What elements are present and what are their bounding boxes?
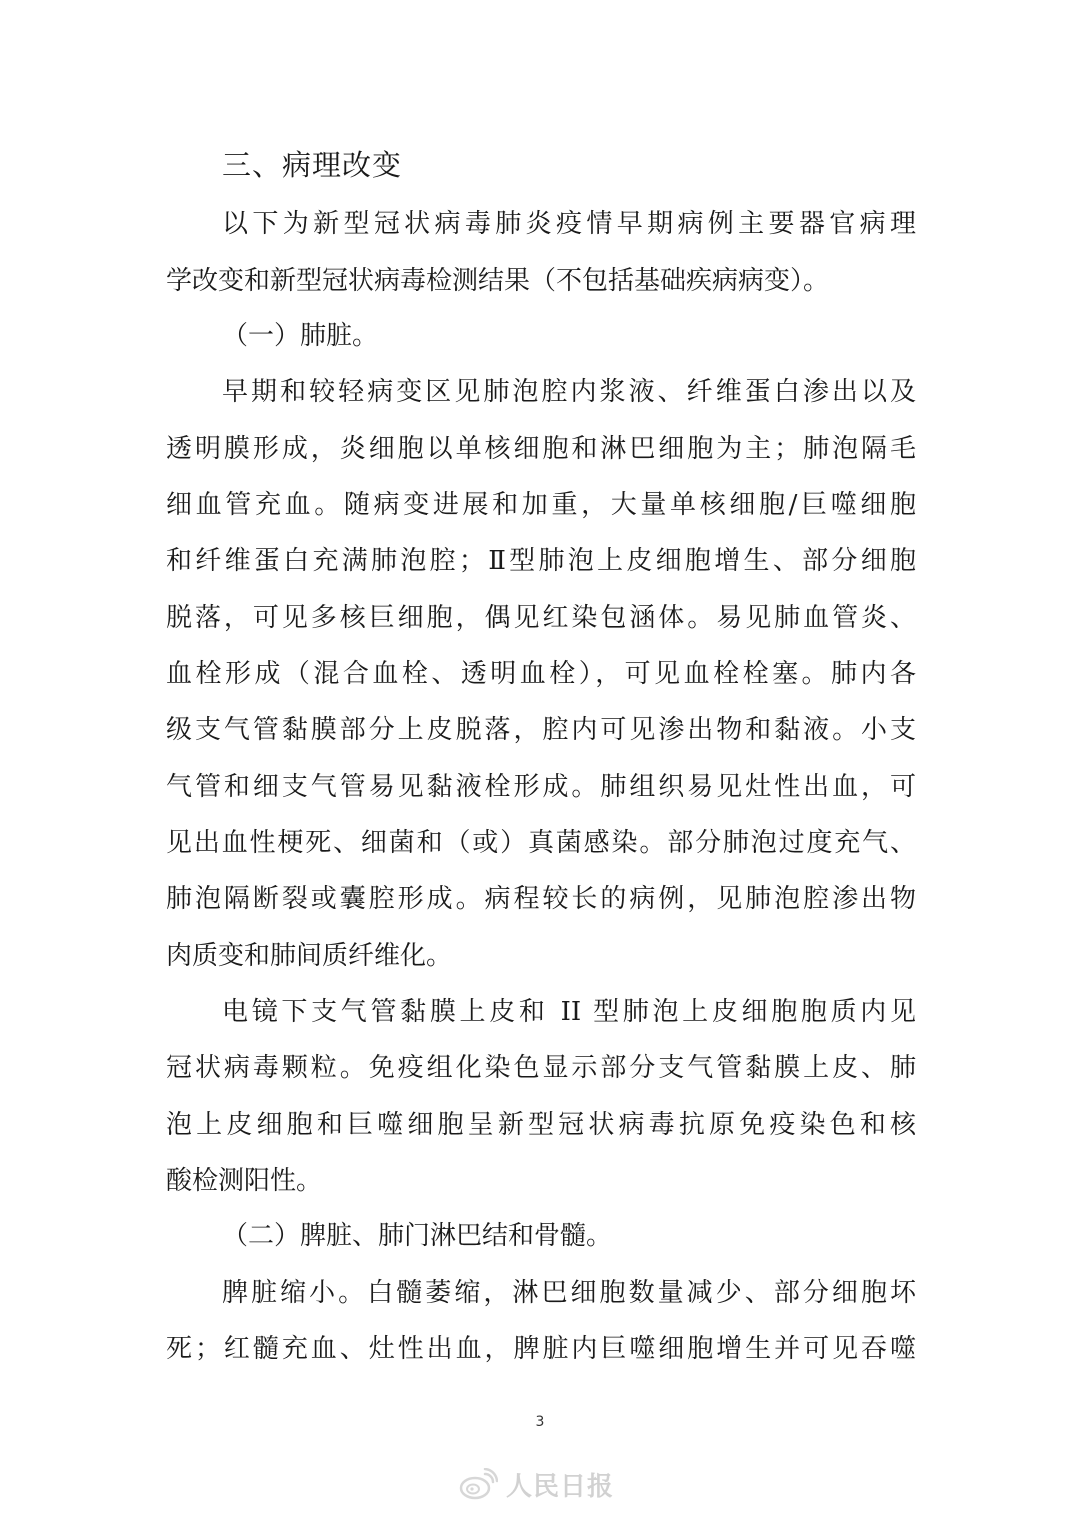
- text-line: 学改变和新型冠状病毒检测结果（不包括基础疾病病变）。: [166, 266, 830, 296]
- text-line: 酸检测阳性。: [166, 1166, 323, 1196]
- text-line: 冠状病毒颗粒。免疫组化染色显示部分支气管黏膜上皮、肺: [166, 1053, 916, 1083]
- subsection-heading-spleen: （二）脾脏、肺门淋巴结和骨髓。: [222, 1221, 613, 1251]
- text-line: 脾脏缩小。白髓萎缩，淋巴细胞数量减少、部分细胞坏: [222, 1278, 916, 1308]
- text-line: 见出血性梗死、细菌和（或）真菌感染。部分肺泡过度充气、: [166, 828, 916, 858]
- text-line: 肉质变和肺间质纤维化。: [166, 941, 453, 971]
- text-line: 以下为新型冠状病毒肺炎疫情早期病例主要器官病理: [222, 209, 916, 239]
- text-line: 细血管充血。随病变进展和加重，大量单核细胞/巨噬细胞: [166, 490, 916, 520]
- text-line: 气管和细支气管易见黏液栓形成。肺组织易见灶性出血，可: [166, 772, 916, 802]
- text-line: 脱落，可见多核巨细胞，偶见红染包涵体。易见肺血管炎、: [166, 603, 916, 633]
- text-line: 电镜下支气管黏膜上皮和 II 型肺泡上皮细胞胞质内见: [222, 997, 916, 1027]
- text-line: 泡上皮细胞和巨噬细胞呈新型冠状病毒抗原免疫染色和核: [166, 1110, 916, 1140]
- text-line: 死；红髓充血、灶性出血，脾脏内巨噬细胞增生并可见吞噬: [166, 1334, 916, 1364]
- text-line: 血栓形成（混合血栓、透明血栓），可见血栓栓塞。肺内各: [166, 659, 916, 689]
- weibo-logo-icon: [458, 1468, 498, 1500]
- subsection-heading-lungs: （一）肺脏。: [222, 321, 379, 351]
- text-line: 早期和较轻病变区见肺泡腔内浆液、纤维蛋白渗出以及: [222, 377, 916, 407]
- watermark-text: 人民日报: [506, 1471, 615, 1502]
- text-line: 和纤维蛋白充满肺泡腔；Ⅱ型肺泡上皮细胞增生、部分细胞: [166, 546, 916, 576]
- page-number: 3: [535, 1414, 545, 1430]
- text-line: 肺泡隔断裂或囊腔形成。病程较长的病例，见肺泡腔渗出物: [166, 884, 916, 914]
- text-line: 透明膜形成，炎细胞以单核细胞和淋巴细胞为主；肺泡隔毛: [166, 434, 916, 464]
- watermark: [458, 1464, 614, 1504]
- text-line: 级支气管黏膜部分上皮脱落，腔内可见渗出物和黏液。小支: [166, 715, 916, 745]
- section-heading: 三、病理改变: [222, 148, 403, 182]
